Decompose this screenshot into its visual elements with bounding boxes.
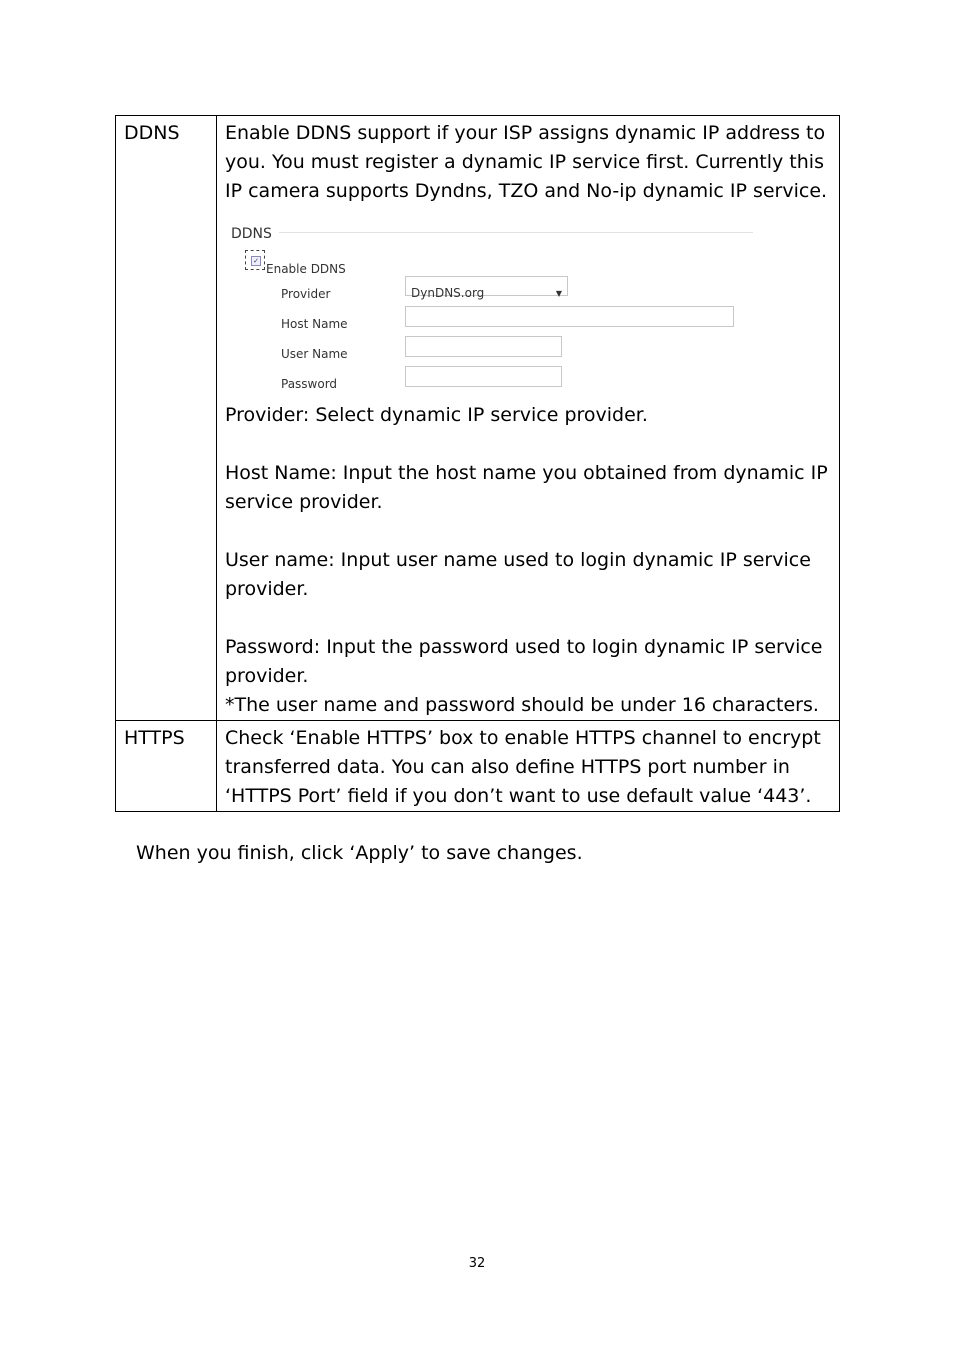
chevron-down-icon: ▼ bbox=[555, 289, 562, 298]
desc-https bbox=[217, 721, 840, 812]
panel-divider bbox=[279, 232, 753, 233]
page-number: 32 bbox=[468, 1256, 486, 1271]
checkmark-icon: ✓ bbox=[251, 256, 261, 266]
provider-select[interactable] bbox=[405, 276, 568, 300]
panel-title: DDNS bbox=[231, 226, 272, 242]
user-name-desc: User name: Input user name used to login dynamic IP service provider. bbox=[225, 549, 811, 600]
https-desc: Check ‘Enable HTTPS’ box to enable HTTPS channel to encrypt transferred data. You can also define HTTPS port number in ‘HTTPS Port’ field if you don’t want to use default value ‘443’. bbox=[225, 727, 821, 807]
table-row-ddns bbox=[116, 116, 840, 721]
password-label: Password bbox=[281, 377, 338, 391]
footer-instruction: When you finish, click ‘Apply’ to save changes. bbox=[136, 842, 583, 864]
password-desc: Password: Input the password used to login dynamic IP service provider. bbox=[225, 636, 823, 687]
length-note: *The user name and password should be under 16 characters. bbox=[225, 694, 819, 716]
provider-select-value: DynDNS.org bbox=[411, 286, 485, 300]
ddns-settings-panel bbox=[225, 206, 765, 401]
enable-ddns-checkbox[interactable] bbox=[245, 250, 265, 270]
enable-ddns-label: Enable DDNS bbox=[266, 262, 346, 276]
desc-ddns bbox=[217, 116, 840, 721]
ddns-intro: Enable DDNS support if your ISP assigns dynamic IP address to you. You must register a dynamic IP service first. Currently this IP camera supports Dyndns, TZO and No-ip dynamic IP service. bbox=[225, 122, 828, 202]
host-name-label: Host Name bbox=[281, 317, 348, 331]
password-input[interactable] bbox=[405, 366, 562, 387]
settings-table bbox=[115, 115, 840, 812]
user-name-label: User Name bbox=[281, 347, 348, 361]
provider-label: Provider bbox=[281, 287, 331, 301]
host-name-input[interactable] bbox=[405, 306, 734, 327]
host-name-desc: Host Name: Input the host name you obtained from dynamic IP service provider. bbox=[225, 462, 828, 513]
term-https: HTTPS bbox=[116, 721, 217, 812]
table-row-https bbox=[116, 721, 840, 812]
user-name-input[interactable] bbox=[405, 336, 562, 357]
provider-desc: Provider: Select dynamic IP service provider. bbox=[225, 404, 648, 426]
term-ddns: DDNS bbox=[116, 116, 217, 721]
